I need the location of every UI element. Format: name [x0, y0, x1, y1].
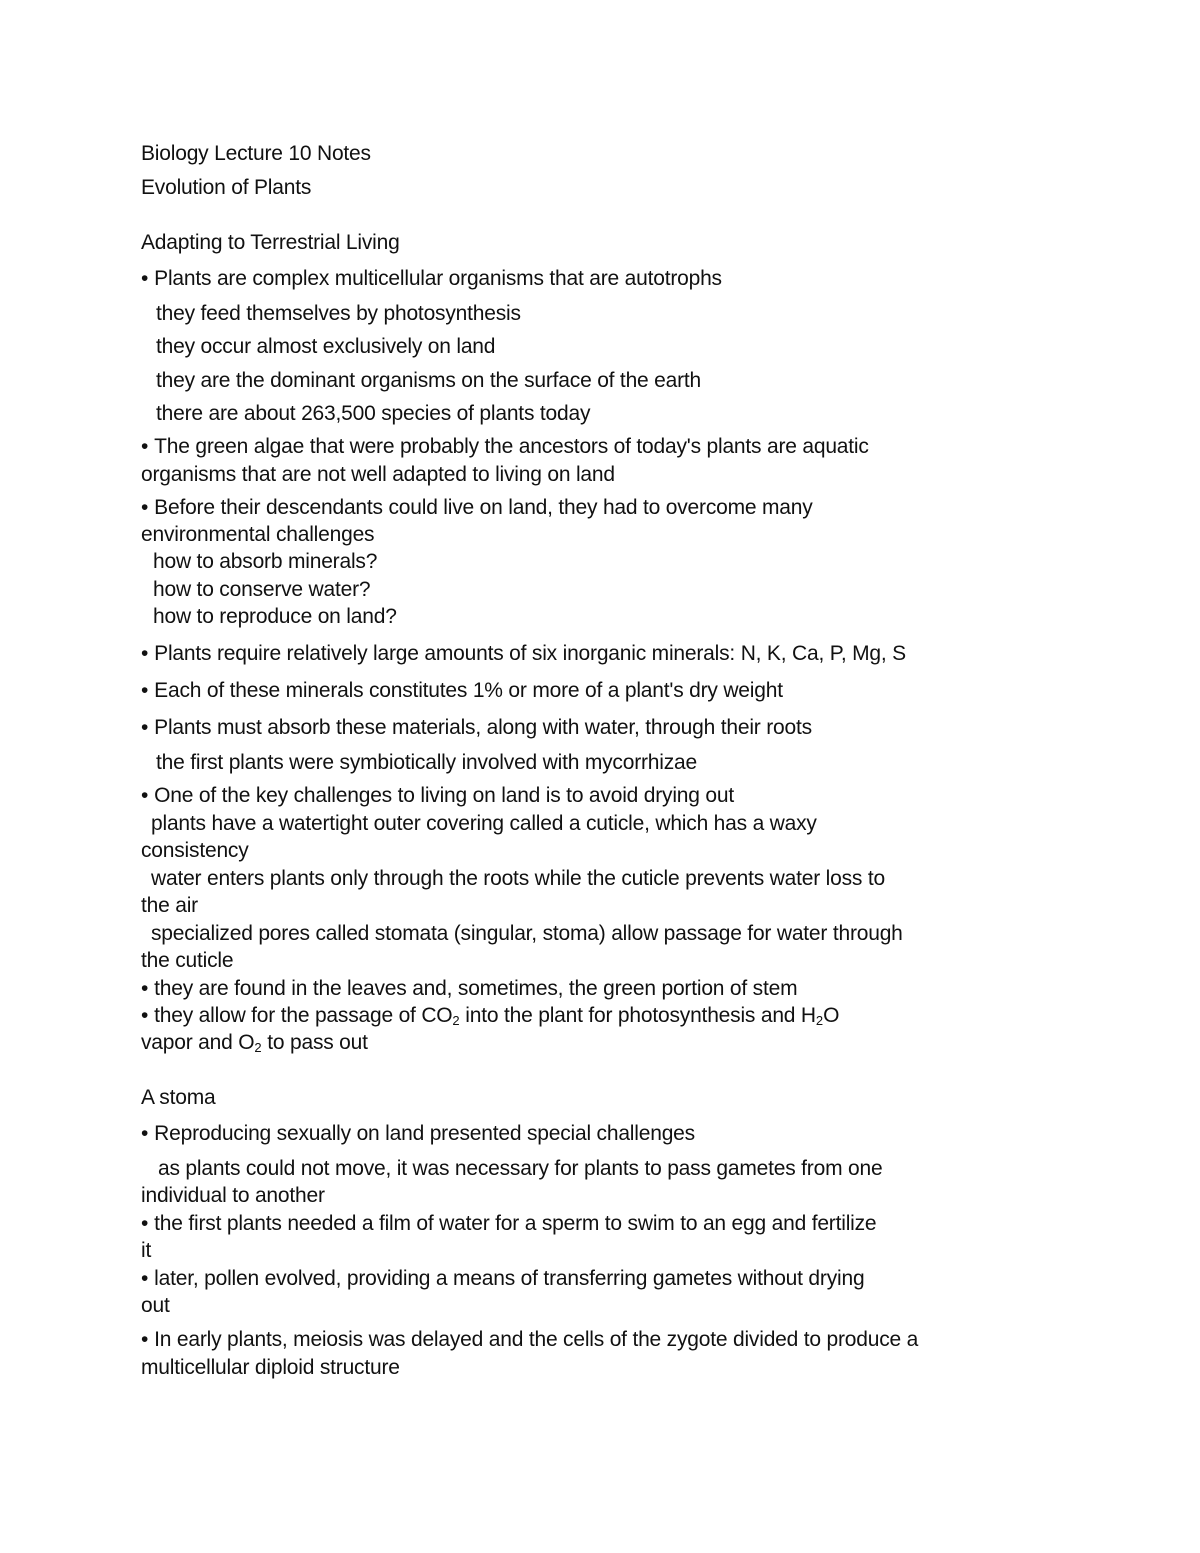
bullet-text: the first plants needed a film of water for a sperm to swim to an egg and fertilize [154, 1212, 877, 1235]
sub-item: they are the dominant organisms on the surface of the earth [156, 369, 702, 392]
sub-item: how to reproduce on land? [153, 605, 397, 628]
bullet-text: Plants must absorb these materials, along with water, through their roots [154, 716, 812, 739]
bullet-item [141, 641, 906, 667]
bullet-text: into the plant for photosynthesis and H [459, 1004, 816, 1027]
bullet-text: to pass out [261, 1031, 368, 1054]
subscript: 2 [815, 1013, 824, 1028]
bullet-continuation: multicellular diploid structure [141, 1356, 400, 1379]
small-bullet-item [141, 976, 797, 1002]
sub-item: how to conserve water? [153, 578, 371, 601]
bullet-icon: • [141, 1004, 149, 1027]
bullet-item [141, 495, 813, 521]
bullet-item [141, 783, 734, 809]
bullet-item [141, 715, 812, 741]
bullet-item [141, 678, 783, 704]
bullet-icon: • [141, 784, 149, 807]
sub-item: how to absorb minerals? [153, 550, 378, 573]
section-heading: A stoma [141, 1086, 216, 1109]
bullet-item [141, 1121, 695, 1147]
bullet-continuation: environmental challenges [141, 523, 375, 546]
sub-item: water enters plants only through the roots while the cuticle prevents water loss to [151, 867, 885, 890]
section-heading: Adapting to Terrestrial Living [141, 231, 400, 254]
sub-item: specialized pores called stomata (singular, stoma) allow passage for water through [151, 922, 903, 945]
page-title: Biology Lecture 10 Notes [141, 142, 371, 165]
sub-item: plants have a watertight outer covering called a cuticle, which has a waxy [151, 812, 817, 835]
sub-item: the first plants were symbiotically involved with mycorrhizae [156, 751, 697, 774]
subscript: 2 [452, 1013, 460, 1028]
bullet-text: they are found in the leaves and, sometimes, the green portion of stem [154, 977, 798, 1000]
bullet-icon: • [141, 1122, 149, 1145]
bullet-text: Before their descendants could live on land, they had to overcome many [154, 496, 813, 519]
bullet-icon: • [141, 267, 149, 290]
bullet-icon: • [141, 679, 149, 702]
page-subtitle: Evolution of Plants [141, 176, 312, 199]
bullet-text: Each of these minerals constitutes 1% or more of a plant's dry weight [154, 679, 783, 702]
small-bullet-item [141, 1211, 876, 1237]
small-bullet-item [141, 1266, 864, 1292]
bullet-text: O [823, 1004, 840, 1027]
bullet-icon: • [141, 716, 149, 739]
bullet-text: One of the key challenges to living on land is to avoid drying out [154, 784, 734, 807]
bullet-text: later, pollen evolved, providing a means of transferring gametes without drying [154, 1267, 865, 1290]
bullet-icon: • [141, 1267, 149, 1290]
sub-item: there are about 263,500 species of plants today [156, 402, 591, 425]
sub-item-continuation: consistency [141, 839, 249, 862]
subscript: 2 [254, 1040, 262, 1055]
bullet-text: The green algae that were probably the ancestors of today's plants are aquatic [154, 435, 869, 458]
sub-item-continuation: the air [141, 894, 198, 917]
bullet-item [141, 1327, 918, 1353]
sub-item-continuation: individual to another [141, 1184, 325, 1207]
bullet-icon: • [141, 496, 149, 519]
bullet-text: vapor and O [141, 1031, 255, 1054]
bullet-text: In early plants, meiosis was delayed and the cells of the zygote divided to produce a [154, 1328, 919, 1351]
bullet-continuation: it [141, 1239, 152, 1262]
bullet-item [141, 266, 722, 292]
bullet-text: Plants are complex multicellular organisms that are autotrophs [154, 267, 722, 290]
sub-item: they occur almost exclusively on land [156, 335, 496, 358]
bullet-icon: • [141, 435, 149, 458]
bullet-icon: • [141, 1328, 149, 1351]
sub-item: as plants could not move, it was necessary for plants to pass gametes from one [158, 1157, 883, 1180]
bullet-icon: • [141, 977, 149, 1000]
bullet-continuation [141, 1030, 368, 1061]
bullet-item [141, 434, 869, 460]
bullet-icon: • [141, 642, 149, 665]
sub-item-continuation: the cuticle [141, 949, 234, 972]
sub-item: they feed themselves by photosynthesis [156, 302, 521, 325]
bullet-text: Plants require relatively large amounts of six inorganic minerals: N, K, Ca, P, Mg, S [154, 642, 906, 665]
bullet-icon: • [141, 1212, 149, 1235]
bullet-text: Reproducing sexually on land presented special challenges [154, 1122, 695, 1145]
bullet-text: they allow for the passage of CO [154, 1004, 453, 1027]
bullet-continuation: organisms that are not well adapted to living on land [141, 463, 615, 486]
bullet-continuation: out [141, 1294, 170, 1317]
